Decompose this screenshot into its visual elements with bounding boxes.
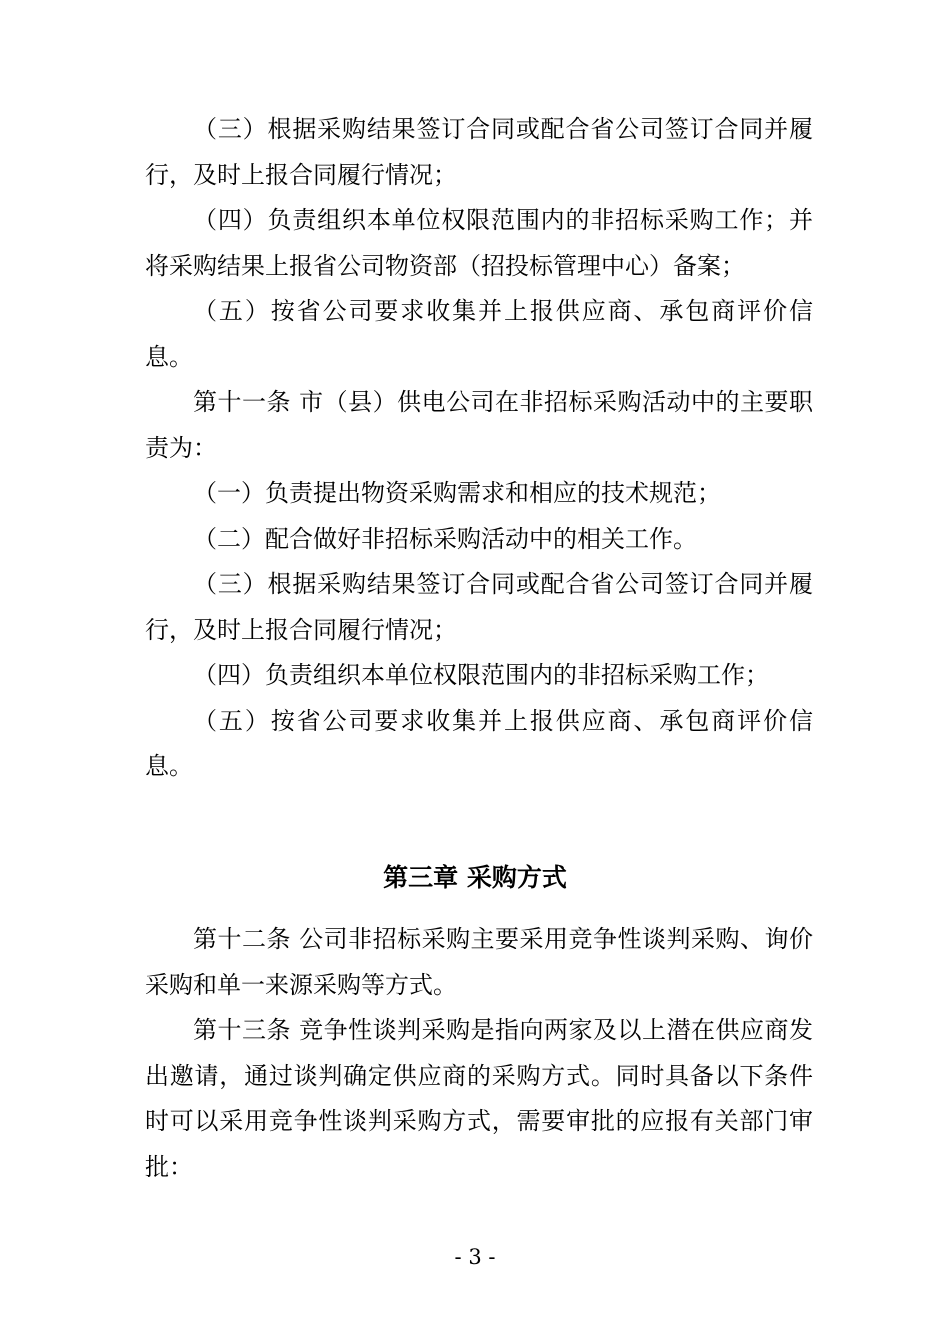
body-text-upper: [145, 107, 813, 790]
article-12: 第十二条 公司非招标采购主要采用竞争性谈判采购、询价采购和单一来源采购等方式。: [145, 925, 813, 999]
paragraph-3-fulfill-contract-2: （三）根据采购结果签订合同或配合省公司签订合同并履行，及时上报合同履行情况；: [145, 570, 813, 644]
paragraph-3-fulfill-contract: （三）根据采购结果签订合同或配合省公司签订合同并履行，及时上报合同履行情况；: [145, 115, 813, 189]
article-13: 第十三条 竞争性谈判采购是指向两家及以上潜在供应商发出邀请，通过谈判确定供应商的采购方式。同时具备以下条件时可以采用竞争性谈判采购方式，需要审批的应报有关部门审批：: [145, 1016, 813, 1181]
paragraph-5-supplier-evaluation: （五）按省公司要求收集并上报供应商、承包商评价信息。: [145, 297, 813, 371]
paragraph-5-supplier-evaluation-2: （五）按省公司要求收集并上报供应商、承包商评价信息。: [145, 706, 813, 780]
paragraph-1-demand-spec: （一）负责提出物资采购需求和相应的技术规范；: [193, 479, 721, 507]
chapter-title: 第三章 采购方式: [383, 863, 567, 892]
paragraph-4-organize-procurement: （四）负责组织本单位权限范围内的非招标采购工作；并将采购结果上报省公司物资部（招投标管理中心）备案；: [145, 206, 813, 280]
article-11: 第十一条 市（县）供电公司在非招标采购活动中的主要职责为：: [145, 388, 813, 462]
body-text-lower: [145, 917, 813, 1190]
paragraph-4-organize-procurement-2: （四）负责组织本单位权限范围内的非招标采购工作；: [193, 661, 769, 689]
page-number: - 3 -: [454, 1245, 496, 1269]
paragraph-2-cooperate: （二）配合做好非招标采购活动中的相关工作。: [193, 524, 697, 553]
